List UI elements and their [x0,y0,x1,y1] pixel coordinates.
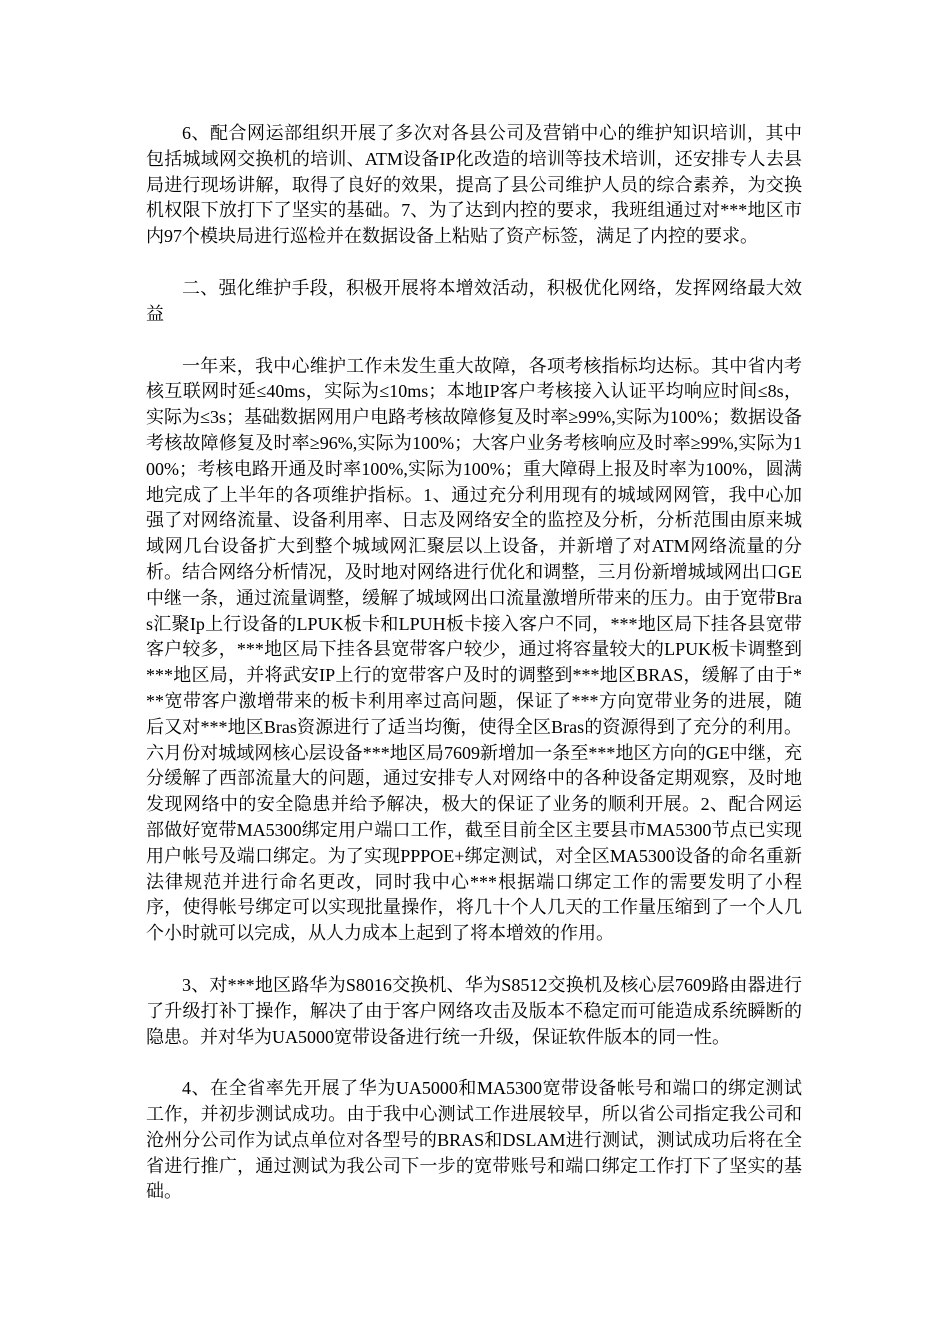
document-body [146,121,802,1231]
paragraph-training: 6、配合网运部组织开展了多次对各县公司及营销中心的维护知识培训，其中包括城域网交换机的培训、ATM设备IP化改造的培训等技术培训，还安排专人去县局进行现场讲解，取得了良好的效果，提高了县公司维护人员的综合素养，为交换机权限下放打下了坚实的基础。7、为了达到内控的要求，我班组通过对***地区市内97个模块局进行巡检并在数据设备上粘贴了资产标签，满足了内控的要求。 [146,123,802,247]
paragraph-binding-test: 4、在全省率先开展了华为UA5000和MA5300宽带设备帐号和端口的绑定测试工作，并初步测试成功。由于我中心测试工作进展较早，所以省公司指定我公司和沧州分公司作为试点单位对各型号的BRAS和DSLAM进行测试，测试成功后将在全省进行推广，通过测试为我公司下一步的宽带账号和端口绑定工作打下了坚实的基础。 [146,1078,802,1202]
paragraph-maintenance: 一年来，我中心维护工作未发生重大故障，各项考核指标均达标。其中省内考核互联网时延≤40ms，实际为≤10ms；本地IP客户考核接入认证平均响应时间≤8s，实际为≤3s；基础数据网用户电路考核故障修复及时率≥99%,实际为100%；数据设备考核故障修复及时率≥96%,实际为100%；大客户业务考核响应及时率≥99%,实际为100%；考核电路开通及时率100%,实际为100%；重大障碍上报及时率为100%，圆满地完成了上半年的各项维护指标。1、通过充分利用现有的城域网网管，我中心加强了对网络流量、设备利用率、日志及网络安全的监控及分析，分析范围由原来城域网几台设备扩大到整个城域网汇聚层以上设备，并新增了对ATM网络流量的分析。结合网络分析情况，及时地对网络进行优化和调整，三月份新增城域网出口GE中继一条，通过流量调整，缓解了城域网出口流量激增所带来的压力。由于宽带Bras汇聚Ip上行设备的LPUK板卡和LPUH板卡接入客户不同，***地区局下挂各县宽带客户较多，***地区局下挂各县宽带客户较少，通过将容量较大的LPUK板卡调整到***地区局，并将武安IP上行的宽带客户及时的调整到***地区BRAS，缓解了由于***宽带客户激增带来的板卡利用率过高问题，保证了***方向宽带业务的进展，随后又对***地区Bras资源进行了适当均衡，使得全区Bras的资源得到了充分的利用。六月份对城域网核心层设备***地区局7609新增加一条至***地区方向的GE中继，充分缓解了西部流量大的问题，通过安排专人对网络中的各种设备定期观察，及时地发现网络中的安全隐患并给予解决，极大的保证了业务的顺利开展。2、配合网运部做好宽带MA5300绑定用户端口工作，截至目前全区主要县市MA5300节点已实现用户帐号及端口绑定。为了实现PPPOE+绑定测试，对全区MA5300设备的命名重新法律规范并进行命名更改，同时我中心***根据端口绑定工作的需要发明了小程序，使得帐号绑定可以实现批量操作，将几十个人几天的工作量压缩到了一个人几个小时就可以完成，从人力成本上起到了将本增效的作用。 [146,355,802,944]
section-heading: 二、强化维护手段，积极开展将本增效活动，积极优化网络，发挥网络最大效益 [146,277,802,324]
paragraph-upgrade: 3、对***地区路华为S8016交换机、华为S8512交换机及核心层7609路由器进行了升级打补丁操作，解决了由于客户网络攻击及版本不稳定而可能造成系统瞬断的隐患。并对华为UA5000宽带设备进行统一升级，保证软件版本的同一性。 [146,974,802,1047]
